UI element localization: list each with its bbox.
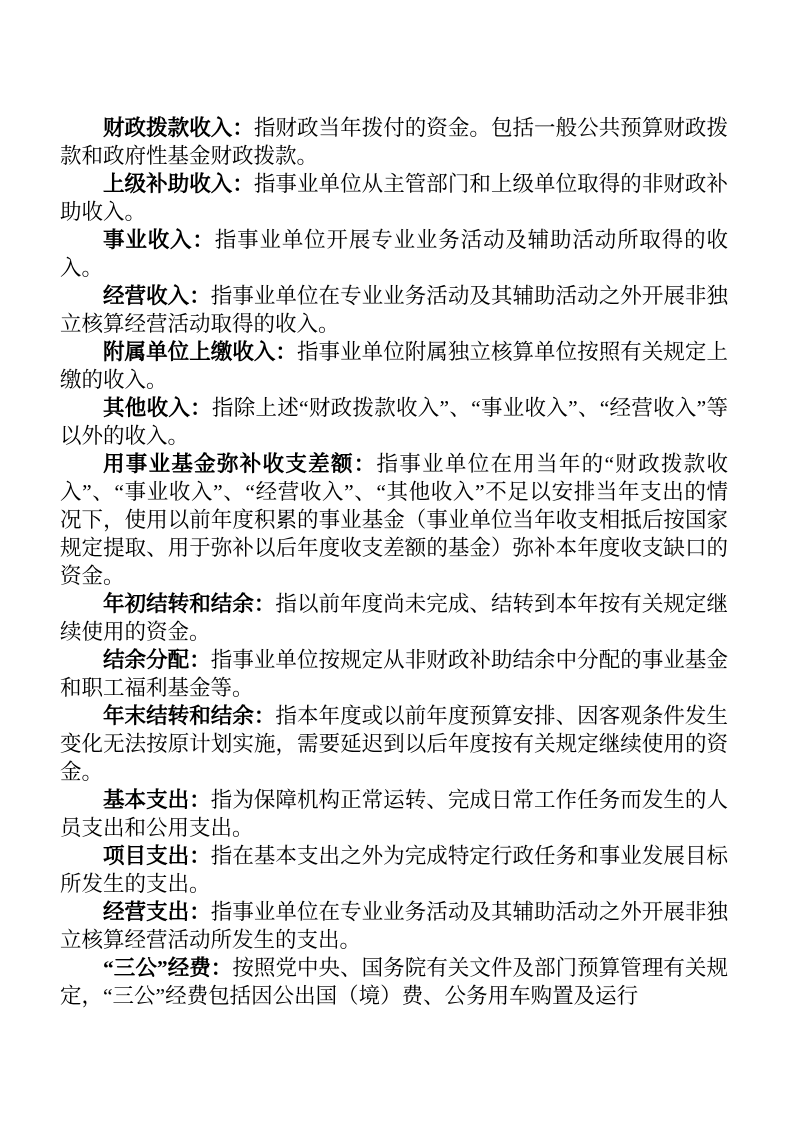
glossary-paragraph	[60, 338, 728, 394]
glossary-paragraph	[60, 646, 728, 702]
glossary-paragraph	[60, 170, 728, 226]
term-label: 结余分配：	[103, 648, 211, 672]
term-label: 基本支出：	[103, 788, 211, 812]
definition-text: 指事业单位在专业业务活动及其辅助活动之外开展非独立核算经营活动取得的收入。	[60, 284, 728, 336]
term-label: 附属单位上缴收入：	[103, 340, 297, 364]
glossary-paragraph	[60, 114, 728, 170]
glossary-paragraph	[60, 394, 728, 450]
definition-text: 指除上述“财政拨款收入”、“事业收入”、“经营收入”等以外的收入。	[60, 396, 728, 448]
definition-text: 指事业单位从主管部门和上级单位取得的非财政补助收入。	[60, 172, 728, 224]
term-label: 财政拨款收入：	[103, 116, 254, 140]
definition-text: 指本年度或以前年度预算安排、因客观条件发生变化无法按原计划实施，需要延迟到以后年度按有关规定继续使用的资金。	[60, 704, 728, 784]
definition-text: 指事业单位在用当年的“财政拨款收入”、“事业收入”、“经营收入”、“其他收入”不足以安排当年支出的情况下，使用以前年度积累的事业基金（事业单位当年收支相抵后按国家规定提取、用于弥补以后年度收支差额的基金）弥补本年度收支缺口的资金。	[60, 452, 728, 588]
definition-text: 指事业单位在专业业务活动及其辅助活动之外开展非独立核算经营活动所发生的支出。	[60, 900, 728, 952]
glossary-paragraph	[60, 226, 728, 282]
definition-text: 指财政当年拨付的资金。包括一般公共预算财政拨款和政府性基金财政拨款。	[60, 116, 728, 168]
definition-text: 指在基本支出之外为完成特定行政任务和事业发展目标所发生的支出。	[60, 844, 728, 896]
definition-text: 指事业单位按规定从非财政补助结余中分配的事业基金和职工福利基金等。	[60, 648, 728, 700]
definition-text: 按照党中央、国务院有关文件及部门预算管理有关规定，“三公”经费包括因公出国（境）费、公务用车购置及运行	[60, 956, 728, 1008]
term-label: 经营支出：	[103, 900, 211, 924]
term-label: 年末结转和结余：	[103, 704, 276, 728]
glossary-paragraph	[60, 590, 728, 646]
term-label: 经营收入：	[103, 284, 211, 308]
glossary-paragraph	[60, 450, 728, 590]
term-label: 用事业基金弥补收支差额：	[103, 452, 377, 476]
term-label: 年初结转和结余：	[103, 592, 276, 616]
glossary-paragraph	[60, 282, 728, 338]
definition-text: 指事业单位附属独立核算单位按照有关规定上缴的收入。	[60, 340, 728, 392]
term-label: 上级补助收入：	[103, 172, 254, 196]
term-label: 其他收入：	[103, 396, 212, 420]
glossary-paragraph	[60, 842, 728, 898]
definition-text: 指为保障机构正常运转、完成日常工作任务而发生的人员支出和公用支出。	[60, 788, 728, 840]
document-body	[60, 114, 728, 1010]
term-label: 事业收入：	[103, 228, 215, 252]
glossary-paragraph	[60, 898, 728, 954]
term-label: “三公”经费：	[103, 956, 233, 980]
definition-text: 指以前年度尚未完成、结转到本年按有关规定继续使用的资金。	[60, 592, 728, 644]
glossary-paragraph	[60, 954, 728, 1010]
glossary-paragraph	[60, 786, 728, 842]
definition-text: 指事业单位开展专业业务活动及辅助活动所取得的收入。	[60, 228, 728, 280]
term-label: 项目支出：	[103, 844, 211, 868]
glossary-paragraph	[60, 702, 728, 786]
